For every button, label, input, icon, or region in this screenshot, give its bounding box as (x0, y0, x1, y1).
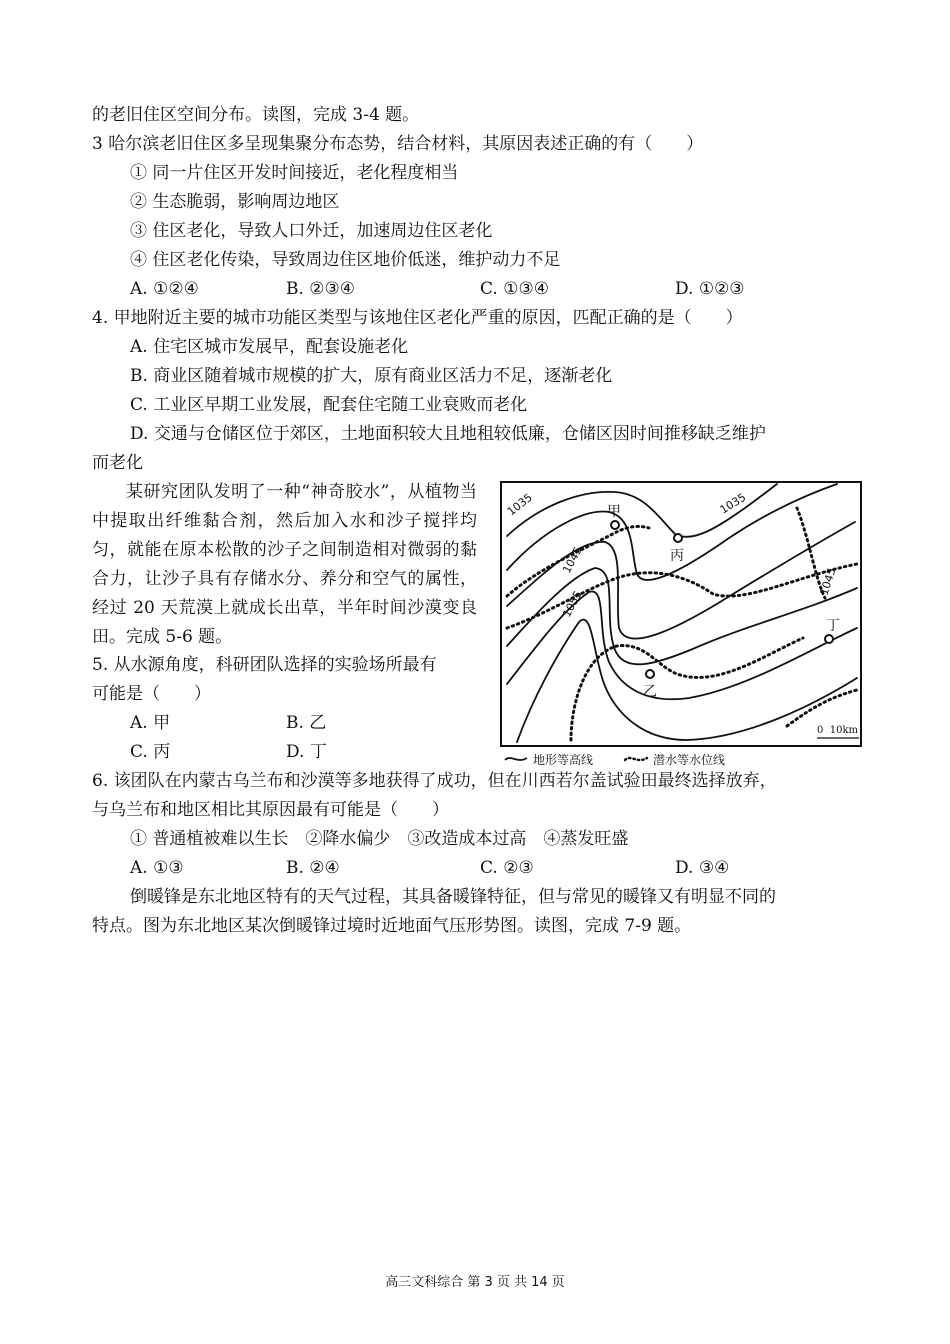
q3-item-2: ② 生态脆弱，影响周边地区 (130, 192, 340, 212)
map-scale: 0 10km (817, 725, 858, 736)
q6-option-d: D. ③④ (675, 858, 730, 878)
q4-option-a: A. 住宅区城市发展早，配套设施老化 (130, 337, 409, 357)
point-bing-label: 丙 (670, 548, 684, 564)
question-3: 3 哈尔滨老旧住区多呈现集聚分布态势，结合材料，其原因表述正确的有（ ） (92, 134, 704, 154)
point-ding-label: 丁 (826, 618, 840, 634)
q4-option-d: D. 交通与仓储区位于郊区，土地面积较大且地租较低廉，仓储区因时间推移缺乏维护 (130, 424, 766, 444)
map-legend (505, 752, 725, 767)
point-bing-marker (674, 534, 682, 542)
point-ding-marker (825, 635, 833, 643)
contour-map (497, 478, 865, 770)
intro-q7-9-cont: 特点。图为东北地区某次倒暖锋过境时近地面气压形势图。读图，完成 7-9 题。 (92, 916, 692, 936)
q4-option-c: C. 工业区早期工业发展，配套住宅随工业衰败而老化 (130, 395, 528, 415)
q3-option-a: A. ①②④ (130, 279, 199, 299)
question-6-cont: 与乌兰布和地区相比其原因最有可能是（ ） (92, 800, 449, 820)
legend-contour-label: 地形等高线 (533, 753, 594, 767)
q3-option-c: C. ①③④ (480, 279, 549, 299)
legend-water-label: 潜水等水位线 (653, 753, 726, 767)
question-6: 6. 该团队在内蒙古乌兰布和沙漠等多地获得了成功，但在川西若尔盖试验田最终选择放弃， (92, 771, 777, 791)
contour-label-1055: 1055 (560, 588, 585, 620)
point-yi-marker (646, 670, 654, 678)
q6-option-a: A. ①③ (130, 858, 184, 878)
q3-option-b: B. ②③④ (286, 279, 356, 299)
contour-label-1035-right: 1035 (717, 490, 749, 517)
question-5-cont: 可能是（ ） (92, 684, 211, 704)
q3-option-d: D. ①②③ (675, 279, 745, 299)
q5-option-c: C. 丙 (130, 742, 171, 762)
q5-option-d: D. 丁 (286, 742, 327, 762)
q5-option-a: A. 甲 (130, 713, 171, 733)
q5-option-b: B. 乙 (286, 713, 327, 733)
contour-label-1035-left: 1035 (504, 490, 535, 519)
question-5: 5. 从水源角度，科研团队选择的实验场所最有 (92, 655, 437, 675)
point-jia-marker (611, 521, 619, 529)
page-footer: 高三文科综合 第 3 页 共 14 页 (385, 1275, 565, 1290)
intro-q7-9: 倒暖锋是东北地区特有的天气过程，其具备暖锋特征，但与常见的暖锋又有明显不同的 (130, 887, 776, 907)
q6-option-c: C. ②③ (480, 858, 534, 878)
question-4: 4. 甲地附近主要的城市功能区类型与该地住区老化严重的原因，匹配正确的是（ ） (92, 308, 743, 328)
passage-5-6: 某研究团队发明了一种“神奇胶水”，从植物当中提取出纤维黏合剂，然后加入水和沙子搅拌均匀，就能在原本松散的沙子之间制造相对微弱的黏合力，让沙子具有存储水分、养分和空气的属性，经过 20 天荒漠上就成长出草，半年时间沙漠变良田。完成 5-6 题。 (92, 482, 477, 647)
q4-option-d-cont: 而老化 (92, 453, 143, 473)
point-yi-label: 乙 (643, 684, 657, 700)
q3-item-3: ③ 住区老化，导致人口外迁，加速周边住区老化 (130, 221, 493, 241)
intro-q3-4: 的老旧住区空间分布。读图，完成 3-4 题。 (92, 105, 420, 125)
contour-label-1045-left: 1045 (560, 544, 585, 576)
point-jia-label: 甲 (607, 504, 621, 520)
q6-items: ① 普通植被难以生长 ②降水偏少 ③改造成本过高 ④蒸发旺盛 (130, 829, 629, 849)
q3-item-1: ① 同一片住区开发时间接近，老化程度相当 (130, 163, 459, 183)
contour-label-1045-right: 1045 (817, 566, 839, 597)
q4-option-b: B. 商业区随着城市规模的扩大，原有商业区活力不足，逐渐老化 (130, 366, 613, 386)
q6-option-b: B. ②④ (286, 858, 340, 878)
q3-item-4: ④ 住区老化传染，导致周边住区地价低迷，维护动力不足 (130, 250, 561, 270)
